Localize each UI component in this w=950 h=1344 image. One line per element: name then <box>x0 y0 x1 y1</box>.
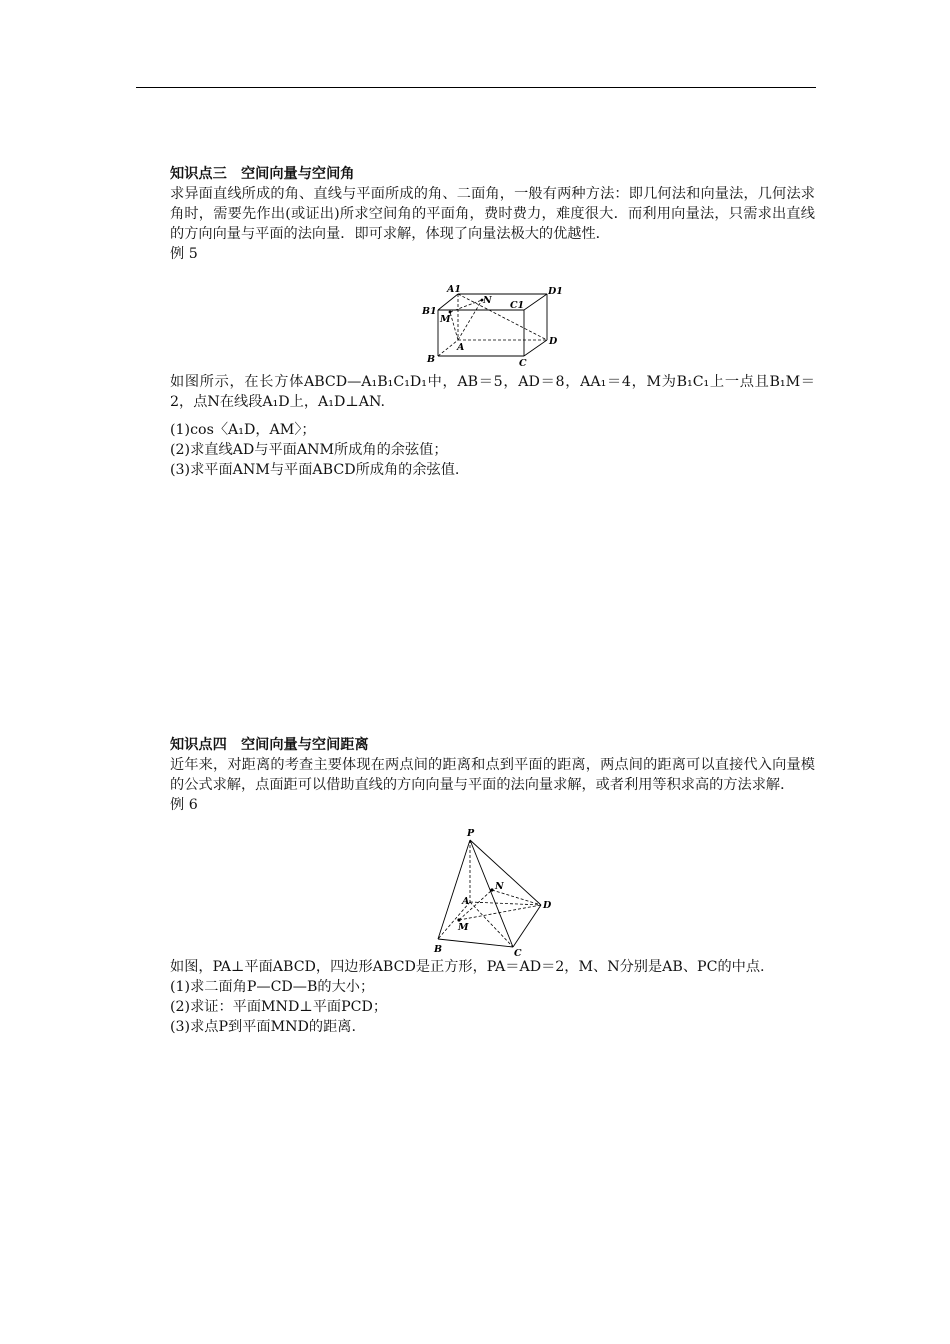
section-3-intro: 求异面直线所成的角、直线与平面所成的角、二面角，一般有两种方法：即几何法和向量法，几何法求角时，需要先作出(或证出)所求空间角的平面角，费时费力，难度很大．而利用向量法，只需求出直线的方向向量与平面的法向量．即可求解，体现了向量法极大的优越性． <box>170 186 815 242</box>
section-4 <box>170 735 815 815</box>
label-M: M <box>458 922 469 933</box>
label-B: B <box>434 944 443 955</box>
example-5-question-2: (2)求直线AD与平面ANM所成角的余弦值； <box>170 442 448 458</box>
example-6-question-3: (3)求点P到平面MND的距离. <box>170 1019 356 1035</box>
example-6-question-1: (1)求二面角P—CD—B的大小； <box>170 979 375 995</box>
label-B: B <box>427 354 436 365</box>
label-B1: B1 <box>422 306 437 317</box>
section-3 <box>170 164 815 264</box>
label-A1: A1 <box>447 284 461 295</box>
header-rule <box>136 87 816 88</box>
section-4-heading: 知识点四 空间向量与空间距离 <box>170 737 369 753</box>
example-6-figure <box>430 826 560 958</box>
label-D: D <box>549 336 558 347</box>
label-C1: C1 <box>510 300 525 311</box>
section-3-heading: 知识点三 空间向量与空间角 <box>170 166 355 182</box>
example-5-label: 例 5 <box>170 246 198 262</box>
label-D: D <box>543 900 552 911</box>
point-N <box>490 888 493 891</box>
label-C: C <box>519 358 527 368</box>
example-6-question-2: (2)求证：平面MND⊥平面PCD； <box>170 999 388 1015</box>
label-M: M <box>440 314 451 325</box>
example-6-label: 例 6 <box>170 797 198 813</box>
label-P: P <box>467 828 475 839</box>
point-M <box>449 311 452 314</box>
section-4-intro: 近年来，对距离的考查主要体现在两点间的距离和点到平面的距离，两点间的距离可以直接代入向量模的公式求解，点面距可以借助直线的方向向量与平面的法向量求解，或者利用等积求高的方法求解． <box>170 757 815 793</box>
label-N: N <box>495 881 504 892</box>
example-5-question-1: (1)cos〈A₁D，AM〉； <box>170 422 316 438</box>
label-N: N <box>483 295 492 306</box>
example-5-question-3: (3)求平面ANM与平面ABCD所成角的余弦值. <box>170 462 460 478</box>
label-A: A <box>462 896 470 907</box>
example-6-statement: 如图，PA⊥平面ABCD，四边形ABCD是正方形，PA＝AD＝2，M、N分别是AB、PC的中点. <box>170 959 765 975</box>
label-D1: D1 <box>548 286 563 297</box>
label-A: A <box>457 342 465 353</box>
example-5-figure <box>420 282 570 368</box>
example-5-problem <box>170 372 815 480</box>
example-6-problem <box>170 957 815 1037</box>
label-C: C <box>514 948 522 958</box>
example-5-statement: 如图所示，在长方体ABCD—A₁B₁C₁D₁中，AB＝5，AD＝8，AA₁＝4，M为B₁C₁上一点且B₁M＝2，点N在线段A₁D上，A₁D⊥AN. <box>170 374 815 410</box>
